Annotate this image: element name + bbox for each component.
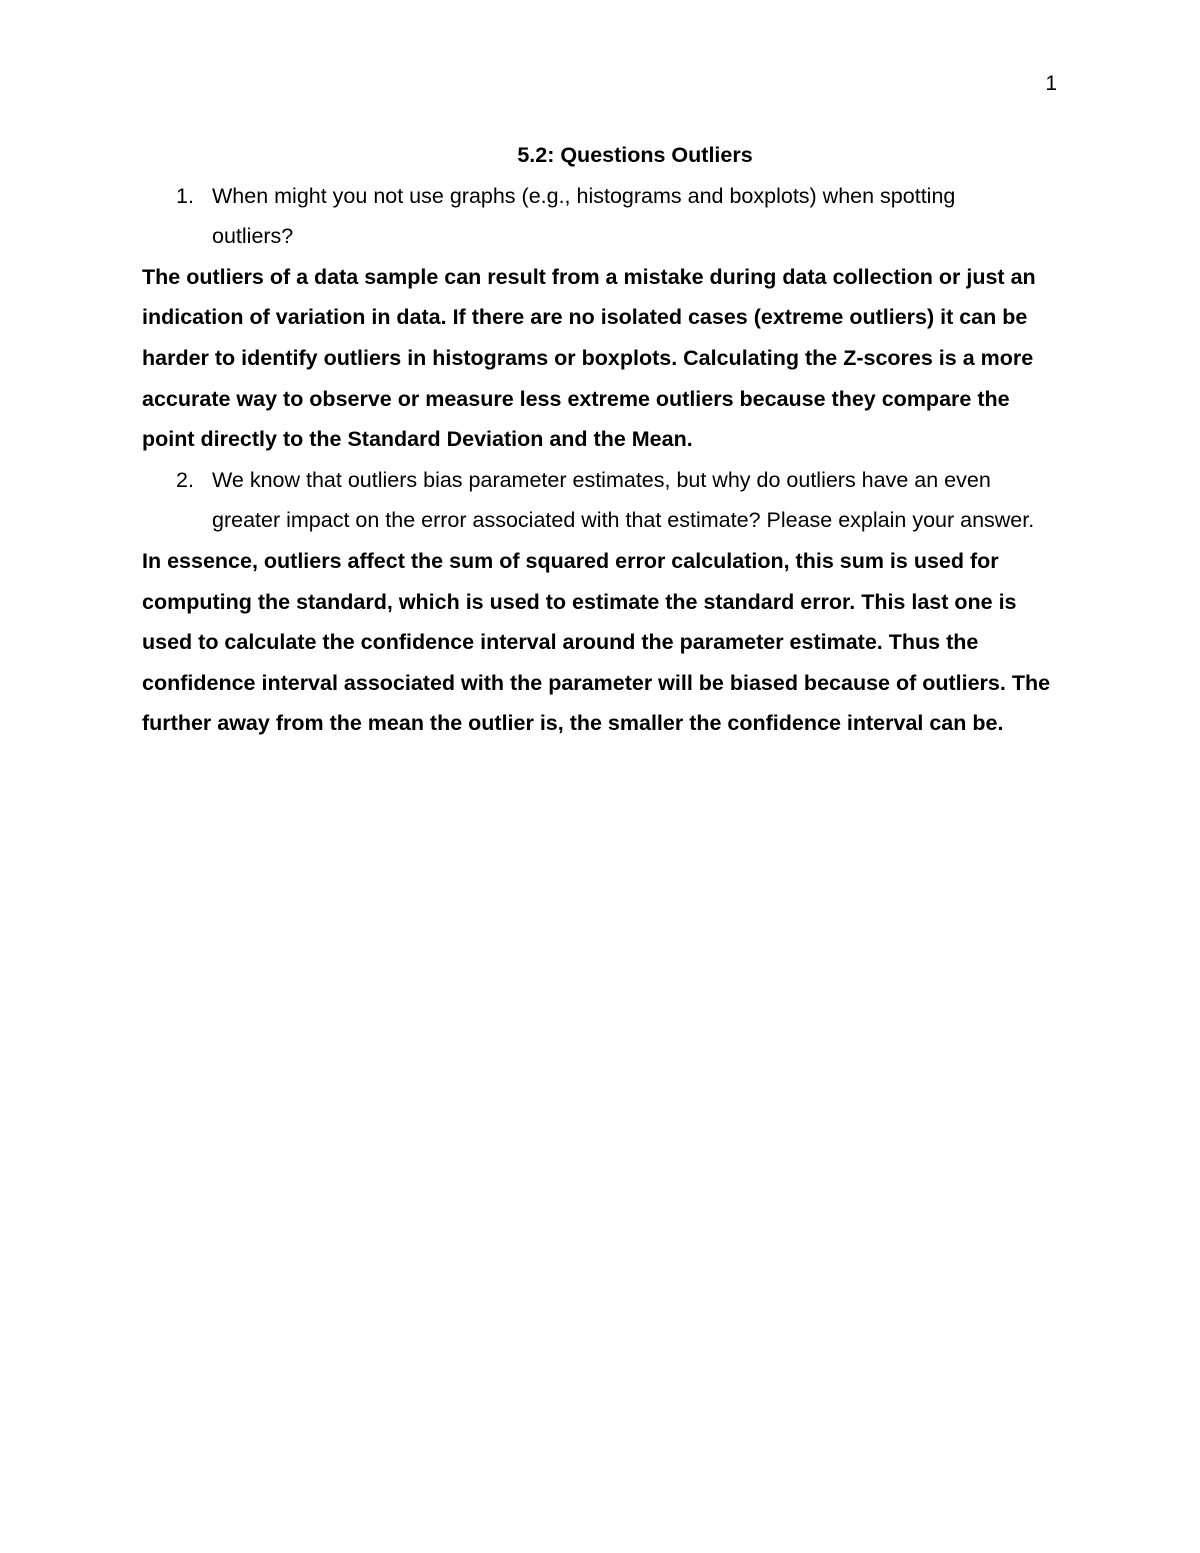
question-1 (142, 176, 1062, 257)
page-number: 1 (1045, 72, 1057, 95)
answer-1: The outliers of a data sample can result from a mistake during data collection or just an indication of variation in data. If there are no isolated cases (extreme outliers) it can be harder to identify outliers in histograms or boxplots. Calculating the Z-scores is a more accurate way to observe or measure less extreme outliers because they compare the point directly to the Standard Deviation and the Mean. (142, 264, 1036, 452)
question-text: We know that outliers bias parameter estimates, but why do outliers have an even greater impact on the error associated with that estimate? Please explain your answer. (212, 467, 1035, 533)
question-2 (142, 460, 1062, 541)
question-text: When might you not use graphs (e.g., histograms and boxplots) when spotting outliers? (212, 183, 956, 249)
document-title: 5.2: Questions Outliers (517, 143, 753, 167)
answer-2: In essence, outliers affect the sum of squared error calculation, this sum is used for computing the standard, which is used to estimate the standard error. This last one is used to calculate the confidence interval around the parameter estimate. Thus the confidence interval associated with the parameter will be biased because of outliers. The further away from the mean the outlier is, the smaller the confidence interval can be. (142, 548, 1051, 736)
question-number: 1. (176, 183, 194, 208)
question-number: 2. (176, 467, 194, 492)
document-body (142, 135, 1062, 744)
